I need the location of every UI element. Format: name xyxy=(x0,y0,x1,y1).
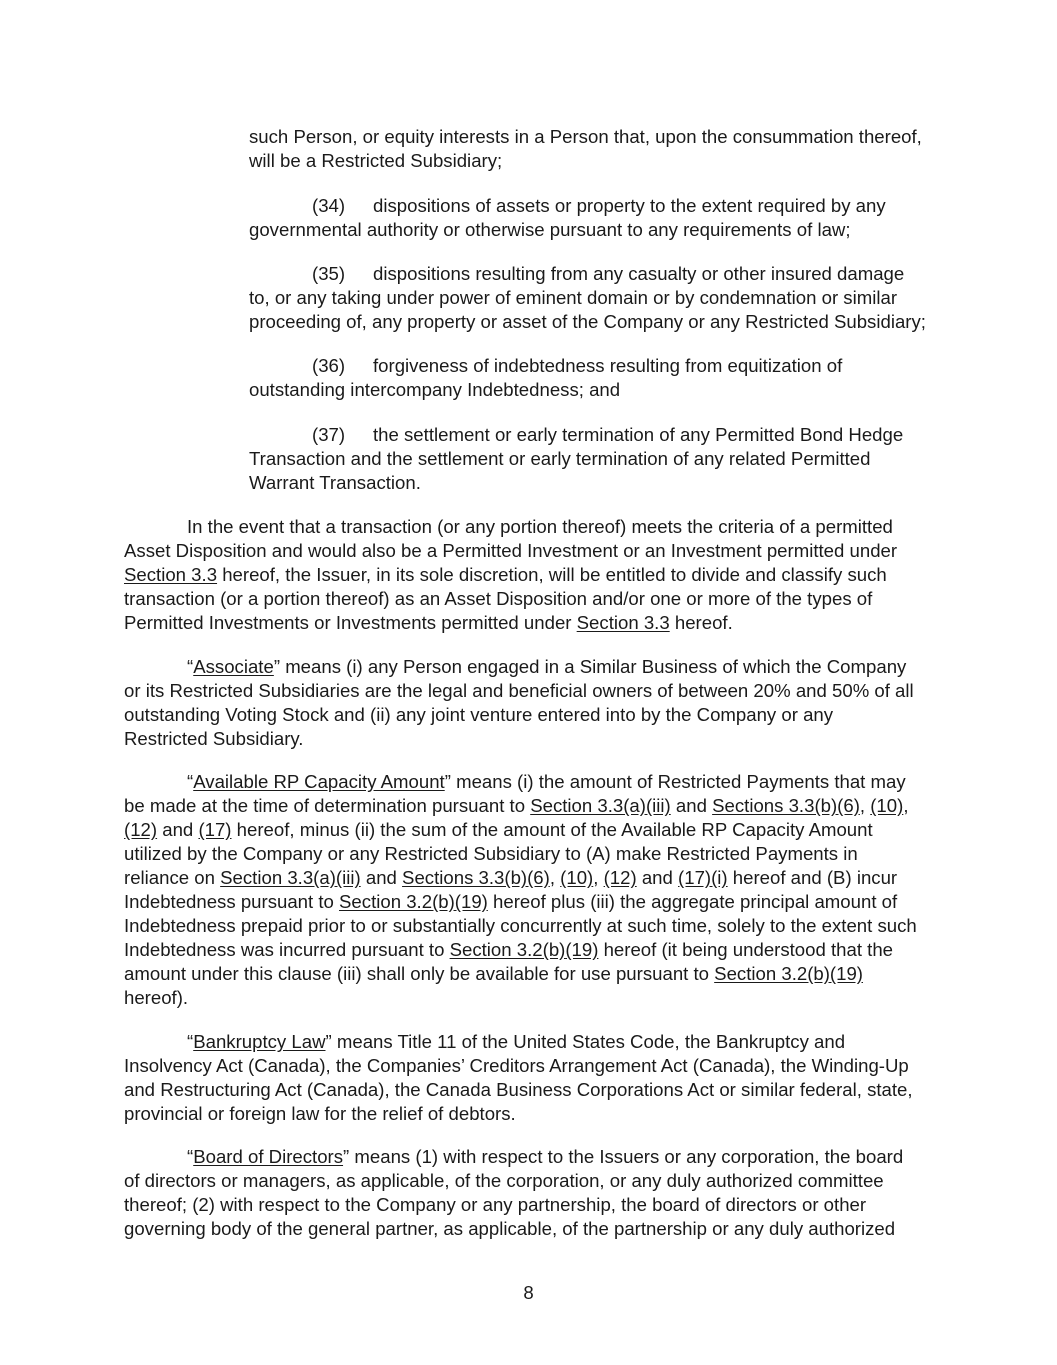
text-fragment: Indebtedness was incurred pursuant to xyxy=(124,939,450,960)
page-number: 8 xyxy=(523,1282,534,1303)
text-line: or its Restricted Subsidiaries are the legal and beneficial owners of between 20% and 50% of all xyxy=(124,680,914,701)
text-line: forgiveness of indebtedness resulting from equitization of xyxy=(373,355,843,376)
section-reference-link[interactable]: Section 3.3(a)(iii) xyxy=(530,795,671,816)
text-line: hereof, the Issuer, in its sole discretion, will be entitled to divide and classify such xyxy=(217,564,887,585)
text-fragment: and xyxy=(636,867,679,888)
text-line: Permitted Investments or Investments permitted under xyxy=(124,612,577,633)
text-line: the settlement or early termination of any Permitted Bond Hedge xyxy=(373,424,904,445)
text-fragment: , xyxy=(593,867,604,888)
text-line: Restricted Subsidiary. xyxy=(124,728,304,749)
text-line: Asset Disposition and would also be a Permitted Investment or an Investment permitted under xyxy=(124,540,898,561)
text-line: outstanding intercompany Indebtedness; and xyxy=(249,379,621,400)
section-reference-link[interactable]: (12) xyxy=(603,867,637,888)
defined-term: Associate xyxy=(193,656,274,677)
text-line: provincial or foreign law for the relief of debtors. xyxy=(124,1103,516,1124)
definition-available-rp-capacity-amount xyxy=(124,770,932,1010)
text-fragment: hereof (it being understood that the xyxy=(598,939,894,960)
section-reference-link[interactable]: Section 3.2(b)(19) xyxy=(714,963,863,984)
item-number: (34) xyxy=(312,195,346,216)
text-line: means (1) with respect to the Issuers or any corporation, the board xyxy=(349,1146,904,1167)
text-line: hereof, minus (ii) the sum of the amount of the Available RP Capacity Amount xyxy=(231,819,873,840)
text-line: will be a Restricted Subsidiary; xyxy=(249,150,503,171)
text-line: such Person, or equity interests in a Person that, upon the consummation thereof, xyxy=(249,126,922,147)
text-fragment: and xyxy=(360,867,403,888)
item-number: (36) xyxy=(312,355,346,376)
section-reference-link[interactable]: (10) xyxy=(560,867,594,888)
event-paragraph xyxy=(124,515,932,635)
section-reference-link[interactable]: Sections 3.3(b)(6) xyxy=(712,795,860,816)
text-line: to, or any taking under power of eminent domain or by condemnation or similar xyxy=(249,287,898,308)
section-reference-link[interactable]: (10) xyxy=(870,795,904,816)
open-quote: “ xyxy=(187,1146,194,1167)
text-line: Transaction and the settlement or early termination of any related Permitted xyxy=(249,448,871,469)
text-line: In the event that a transaction (or any portion thereof) meets the criteria of a permitted xyxy=(187,516,893,537)
text-line: means (i) the amount of Restricted Payments that may xyxy=(450,771,906,792)
text-line: governmental authority or otherwise pursuant to any requirements of law; xyxy=(249,219,851,240)
text-line: be made at the time of determination pursuant to xyxy=(124,795,531,816)
text-fragment: reliance on xyxy=(124,867,221,888)
text-line: of directors or managers, as applicable, of the corporation, or any duly authorized committee xyxy=(124,1170,884,1191)
text-fragment: hereof plus (iii) the aggregate principal amount of xyxy=(487,891,898,912)
close-quote: ” xyxy=(325,1031,332,1052)
definition-associate xyxy=(124,655,932,751)
section-reference-link[interactable]: (17)(i) xyxy=(678,867,728,888)
text-line: means (i) any Person engaged in a Similar Business of which the Company xyxy=(280,656,907,677)
section-reference-link[interactable]: Section 3.3 xyxy=(124,564,218,585)
definition-bankruptcy-law xyxy=(124,1030,932,1126)
text-line: proceeding of, any property or asset of the Company or any Restricted Subsidiary; xyxy=(249,311,926,332)
text-fragment: hereof and (B) incur xyxy=(727,867,898,888)
text-line: and Restructuring Act (Canada), the Canada Business Corporations Act or similar federal, state, xyxy=(124,1079,913,1100)
text-line: transaction (or a portion thereof) as an Asset Disposition and/or one or more of the types of xyxy=(124,588,873,609)
list-item-34 xyxy=(249,194,939,242)
text-line: Indebtedness prepaid prior to or substantially concurrently at such time, solely to the extent such xyxy=(124,915,917,936)
section-reference-link[interactable]: (17) xyxy=(198,819,232,840)
section-reference-link[interactable]: Section 3.2(b)(19) xyxy=(449,939,599,960)
text-fragment: and xyxy=(670,795,713,816)
section-reference-link[interactable]: Section 3.3 xyxy=(576,612,670,633)
section-reference-link[interactable]: Section 3.2(b)(19) xyxy=(339,891,488,912)
list-item-37 xyxy=(249,423,939,495)
text-line: utilized by the Company or any Restricted Subsidiary to (A) make Restricted Payments in xyxy=(124,843,858,864)
text-fragment: amount under this clause (iii) shall only be available for use pursuant to xyxy=(124,963,715,984)
clause-continuation xyxy=(249,125,939,173)
text-line: dispositions resulting from any casualty or other insured damage xyxy=(373,263,905,284)
section-reference-link[interactable]: (12) xyxy=(124,819,158,840)
text-fragment: , xyxy=(859,795,871,816)
text-fragment: , xyxy=(903,795,909,816)
text-line: hereof). xyxy=(124,987,189,1008)
defined-term: Board of Directors xyxy=(193,1146,344,1167)
text-line: Insolvency Act (Canada), the Companies’ Creditors Arrangement Act (Canada), the Winding-Up xyxy=(124,1055,909,1076)
text-line: means Title 11 of the United States Code, the Bankruptcy and xyxy=(331,1031,846,1052)
text-fragment: and xyxy=(157,819,199,840)
definition-board-of-directors xyxy=(124,1145,932,1241)
close-quote: ” xyxy=(273,656,281,677)
item-number: (35) xyxy=(312,263,346,284)
text-fragment: Indebtedness pursuant to xyxy=(124,891,340,912)
close-quote: ” xyxy=(444,771,451,792)
defined-term: Available RP Capacity Amount xyxy=(193,771,445,792)
section-reference-link[interactable]: Section 3.3(a)(iii) xyxy=(220,867,361,888)
text-fragment: , xyxy=(549,867,561,888)
open-quote: “ xyxy=(187,771,194,792)
defined-term: Bankruptcy Law xyxy=(193,1031,326,1052)
section-reference-link[interactable]: Sections 3.3(b)(6) xyxy=(402,867,550,888)
text-line: governing body of the general partner, as applicable, of the partnership or any duly authorized xyxy=(124,1218,896,1239)
close-quote: ” xyxy=(343,1146,350,1167)
item-number: (37) xyxy=(312,424,346,445)
text-line: thereof; (2) with respect to the Company or any partnership, the board of directors or other xyxy=(124,1194,867,1215)
list-item-35 xyxy=(249,262,939,334)
text-line: dispositions of assets or property to the extent required by any xyxy=(373,195,886,216)
text-line: Warrant Transaction. xyxy=(249,472,421,493)
open-quote: “ xyxy=(187,1031,194,1052)
open-quote: “ xyxy=(187,656,194,677)
text-line: hereof. xyxy=(669,612,733,633)
list-item-36 xyxy=(249,354,939,402)
text-line: outstanding Voting Stock and (ii) any joint venture entered into by the Company or any xyxy=(124,704,834,725)
